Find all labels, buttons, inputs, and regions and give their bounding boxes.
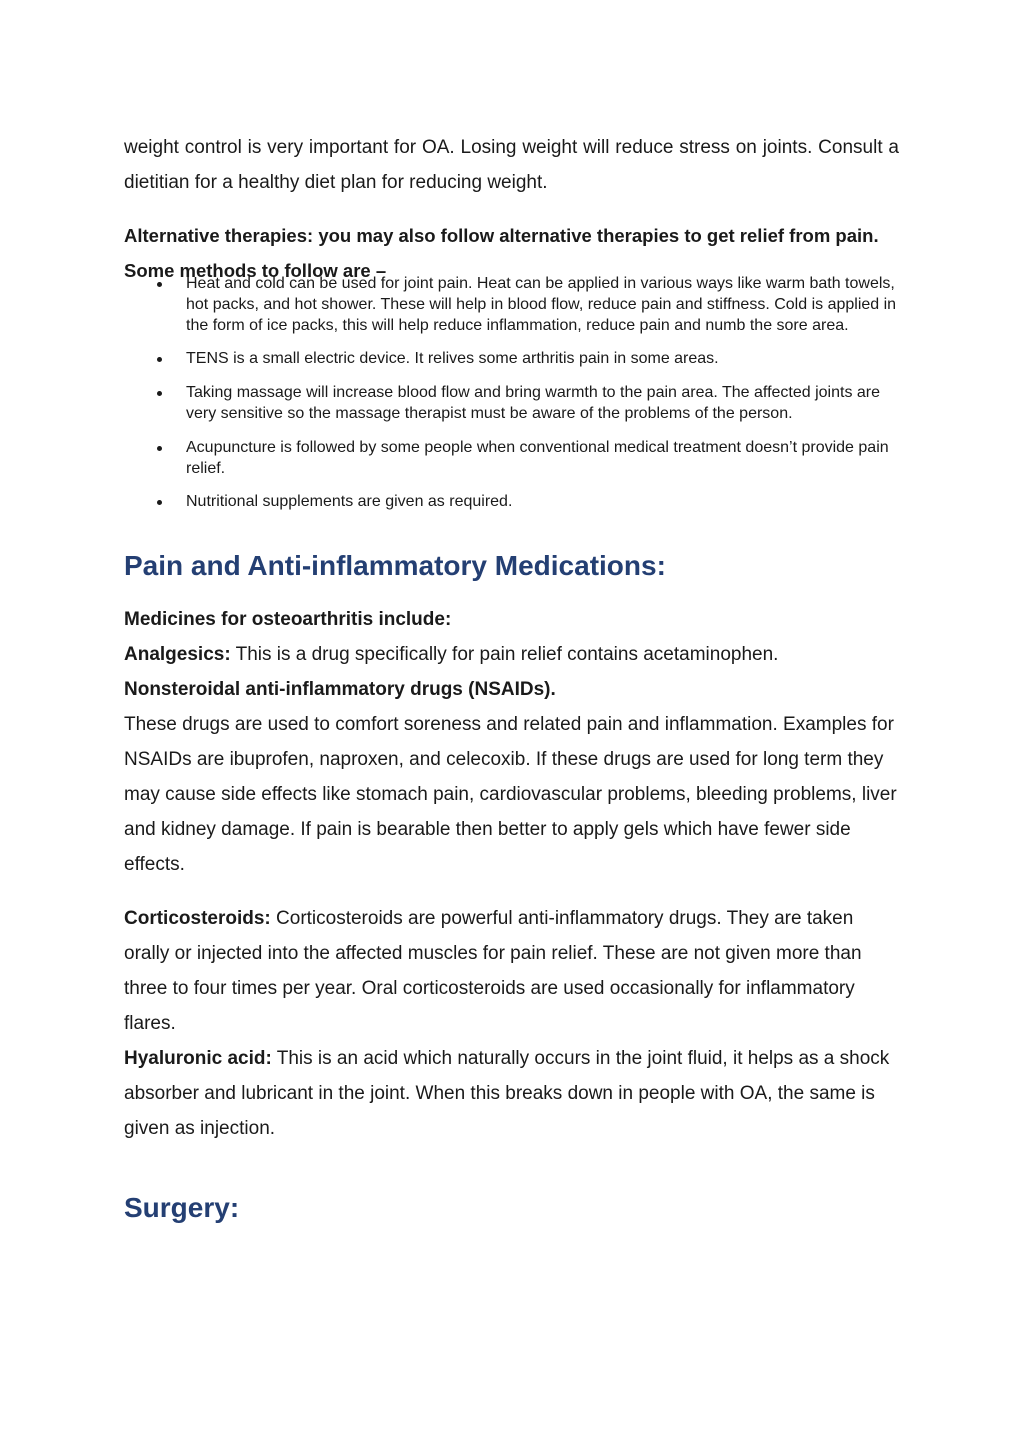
analgesics-text: This is a drug specifically for pain relief contains acetaminophen. bbox=[230, 644, 779, 666]
medicines-intro: Medicines for osteoarthritis include: bbox=[124, 609, 452, 631]
nsaids-paragraph: These drugs are used to comfort soreness and related pain and inflammation. Examples for NSAIDs are ibuprofen, naproxen, and celecoxib. If these drugs are used for long term they may cause side effects like stomach pain, cardiovascular problems, bleeding problems, liver and kidney damage. If pain is bearable then better to apply gels which have fewer side effects. bbox=[124, 714, 897, 876]
nsaids-heading: Nonsteroidal anti-inflammatory drugs (NSAIDs). bbox=[124, 679, 556, 701]
hyaluronic-label: Hyaluronic acid: bbox=[124, 1048, 272, 1070]
surgery-heading: Surgery: bbox=[124, 1192, 240, 1224]
list-item-text: Heat and cold can be used for joint pain. Heat can be applied in various ways like warm bath towels, hot packs, and hot shower. These will help in blood flow, reduce pain and stiffness. Cold is applied in the form of ice packs, this will help reduce inflammation, reduce pain and numb the sore area. bbox=[186, 275, 897, 334]
list-item-text: Taking massage will increase blood flow and bring warmth to the pain area. The affected joints are very sensitive so the massage therapist must be aware of the problems of the person. bbox=[186, 384, 881, 422]
list-item-text: Acupuncture is followed by some people when conventional medical treatment doesn’t provide pain relief. bbox=[186, 438, 889, 477]
list-item bbox=[124, 383, 899, 425]
document-page bbox=[124, 130, 899, 1226]
corticosteroids-label: Corticosteroids: bbox=[124, 908, 271, 930]
corticosteroids-text: Corticosteroids are powerful anti-inflammatory drugs. They are taken orally or injected into the affected muscles for pain relief. These are not given more than three to four times per year. Oral corticosteroids are used occasionally for inflammatory flares. bbox=[124, 908, 862, 1035]
list-item bbox=[124, 492, 899, 513]
analgesics-paragraph bbox=[124, 637, 899, 672]
intro-paragraph: weight control is very important for OA. Losing weight will reduce stress on joints. Consult a dietitian for a healthy diet plan for reducing weight. bbox=[124, 137, 899, 193]
corticosteroids-paragraph bbox=[124, 901, 899, 1041]
list-item bbox=[124, 274, 899, 336]
list-item bbox=[124, 349, 899, 370]
bullet-icon bbox=[157, 446, 162, 451]
bullet-icon bbox=[157, 282, 162, 287]
medications-heading: Pain and Anti-inflammatory Medications: bbox=[124, 550, 666, 582]
list-item-text: Nutritional supplements are given as required. bbox=[186, 493, 513, 511]
bullet-icon bbox=[157, 391, 162, 396]
alternative-therapies-heading: Alternative therapies: you may also follow alternative therapies to get relief from pain. Some methods to follow are – bbox=[124, 225, 879, 281]
hyaluronic-text: This is an acid which naturally occurs in the joint fluid, it helps as a shock absorber and lubricant in the joint. When this breaks down in people with OA, the same is given as injection. bbox=[124, 1048, 890, 1140]
list-item-text: TENS is a small electric device. It relives some arthritis pain in some areas. bbox=[186, 350, 719, 368]
bullet-icon bbox=[157, 500, 162, 505]
paragraph-gap bbox=[124, 882, 899, 901]
list-item bbox=[124, 438, 899, 480]
bullet-icon bbox=[157, 357, 162, 362]
analgesics-label: Analgesics: bbox=[124, 644, 231, 666]
alternative-therapies-list bbox=[124, 274, 899, 513]
hyaluronic-paragraph bbox=[124, 1041, 899, 1146]
